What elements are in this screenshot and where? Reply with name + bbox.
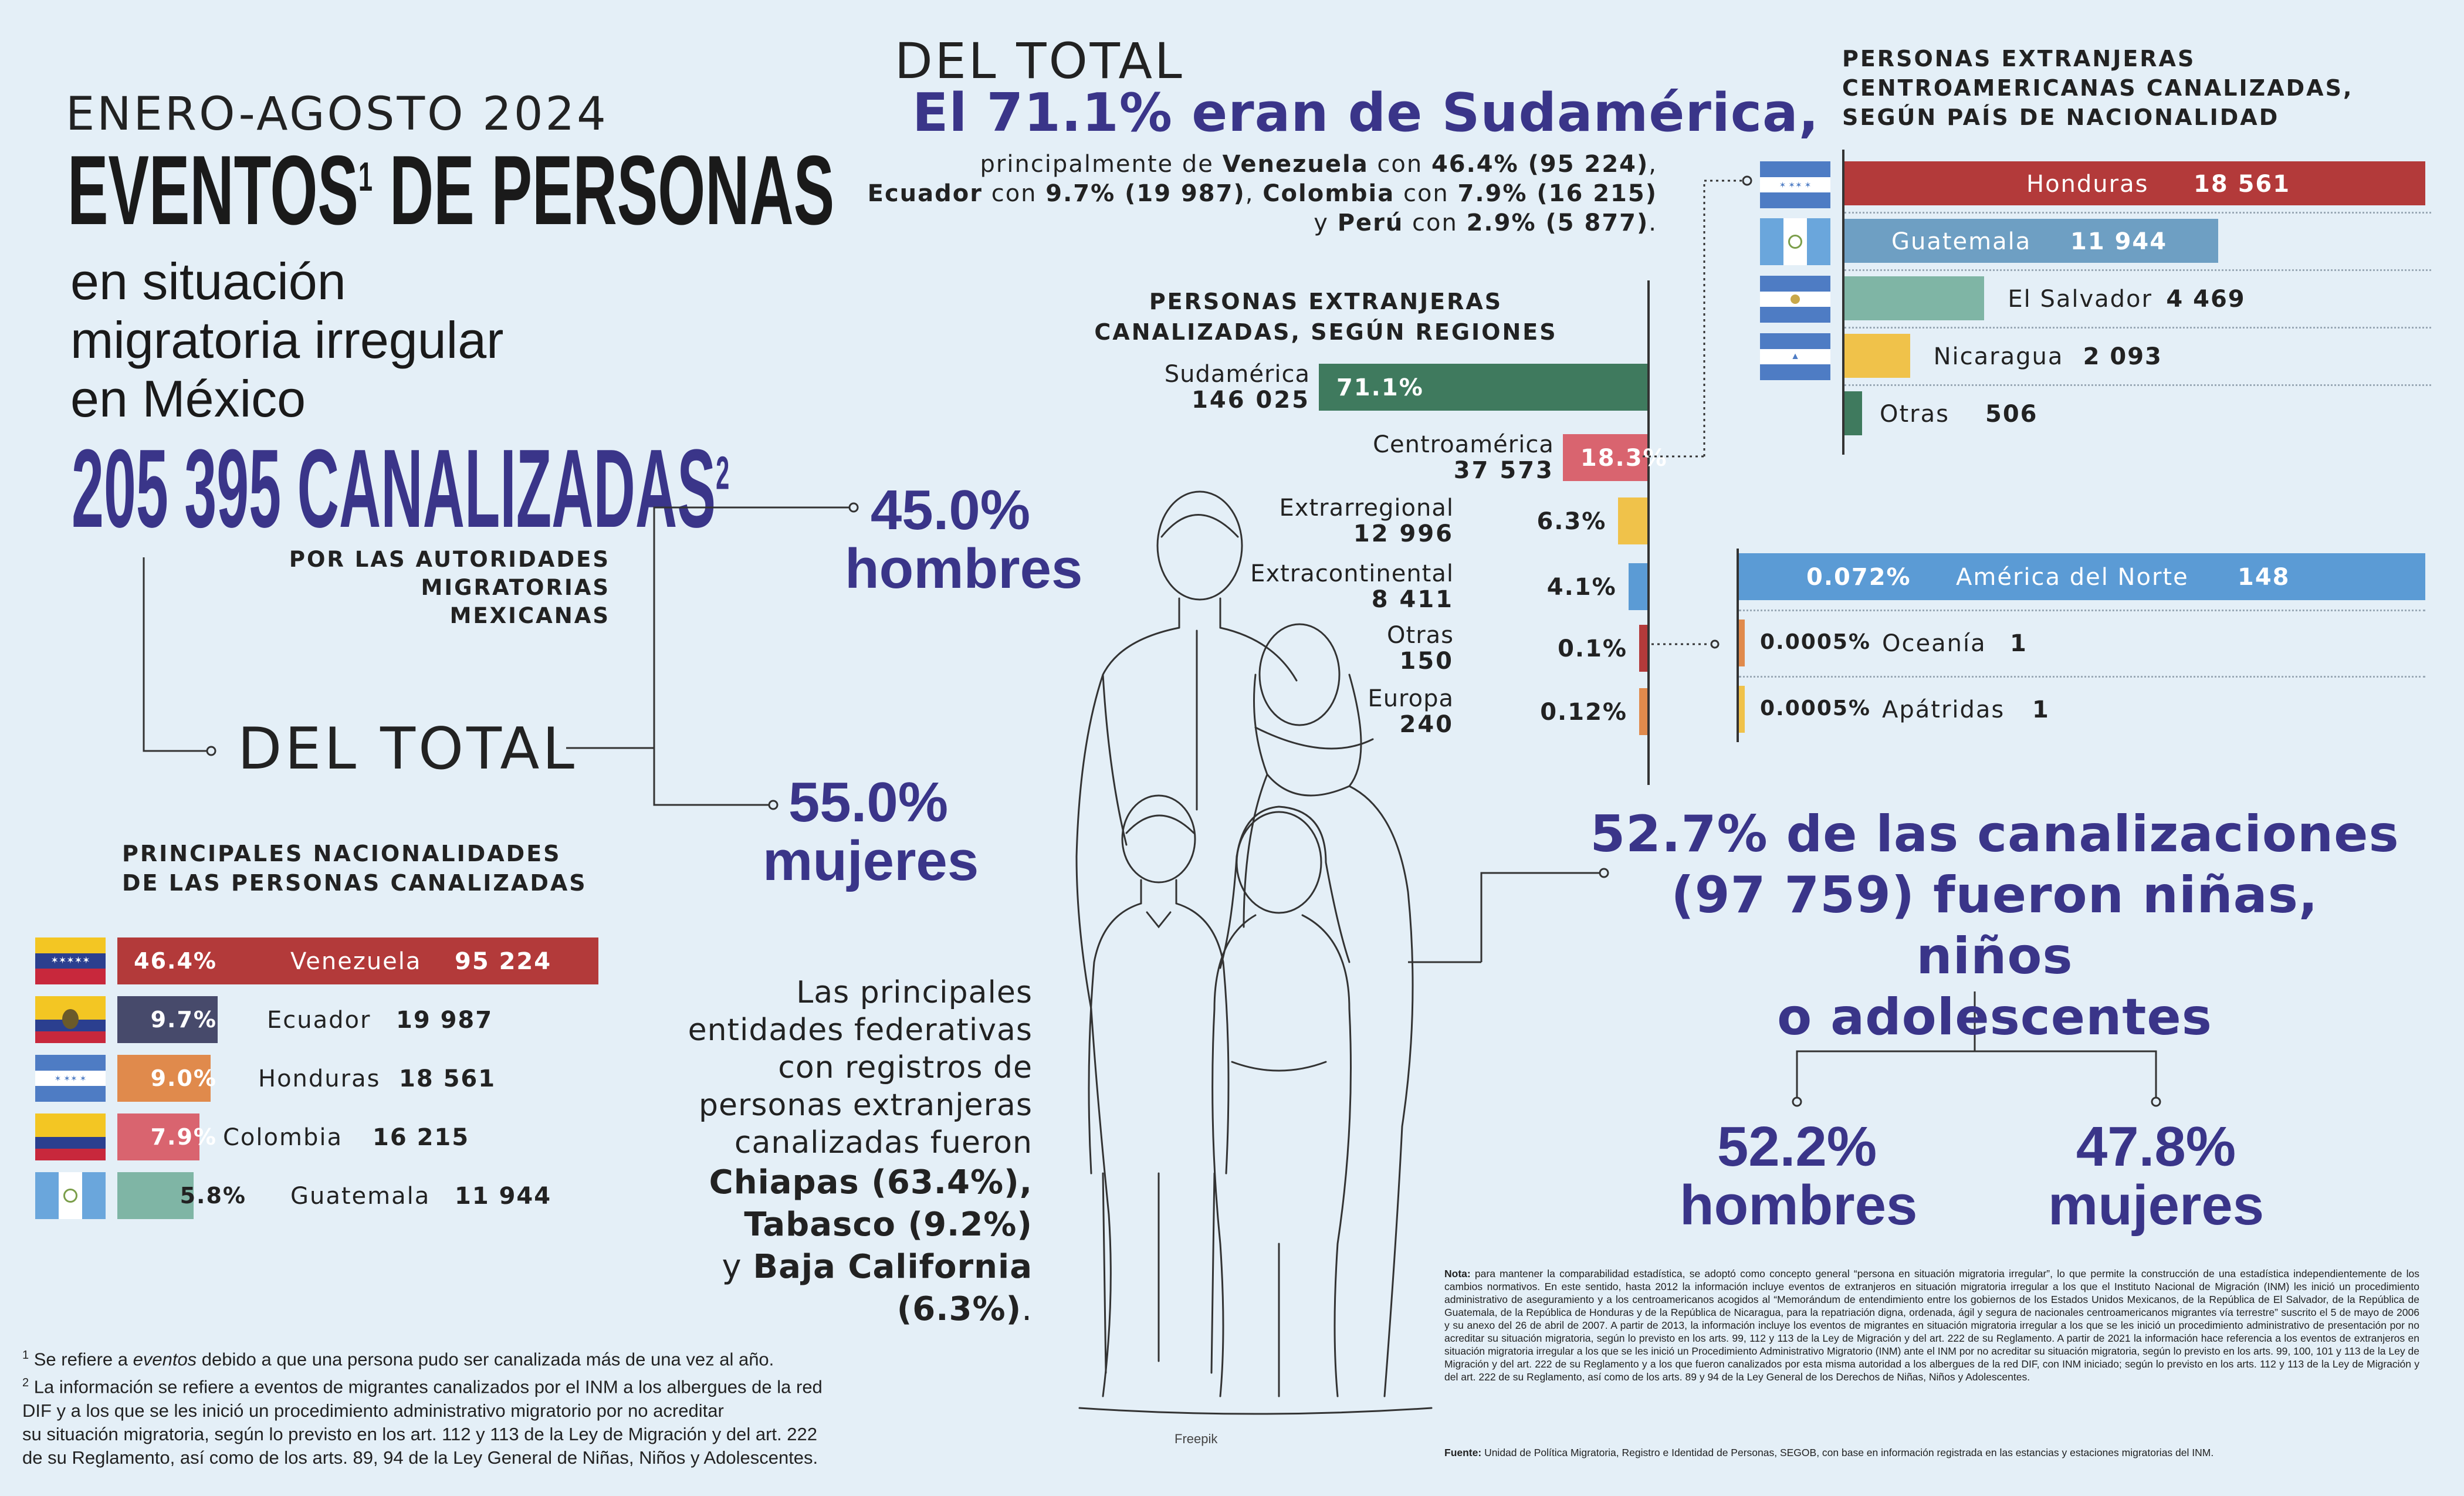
ca-gridline bbox=[1844, 327, 2431, 329]
detail-text: con bbox=[982, 180, 1046, 207]
states-line-4: personas extranjeras bbox=[699, 1088, 1033, 1123]
authority-line-1: POR LAS AUTORIDADES bbox=[289, 547, 610, 572]
other-pct: 0.0005% bbox=[1760, 630, 1871, 654]
ecuador-label: Ecuador bbox=[867, 180, 983, 207]
other-name: Oceanía bbox=[1882, 630, 1986, 657]
region-value: 12 996 bbox=[1353, 520, 1454, 547]
ca-name: Otras bbox=[1880, 401, 1949, 428]
detail-line-3 bbox=[763, 208, 1657, 238]
region-value: 150 bbox=[1399, 648, 1454, 675]
south-america-headline: El 71.1% eran de Sudamérica, bbox=[912, 82, 1819, 144]
regions-title-1: PERSONAS EXTRANJERAS bbox=[1149, 289, 1503, 314]
region-name: Extrarregional bbox=[1279, 495, 1454, 522]
region-name: Centroamérica bbox=[1373, 431, 1554, 458]
other-pct: 0.0005% bbox=[1760, 696, 1871, 720]
region-pct: 0.1% bbox=[1558, 635, 1627, 662]
other-name: Apátridas bbox=[1882, 696, 2005, 723]
region-label bbox=[1249, 432, 1554, 483]
minors-men-label: hombres bbox=[1680, 1174, 1918, 1237]
nationality-name: Guatemala bbox=[290, 1183, 431, 1210]
venezuela-label: Venezuela bbox=[1222, 151, 1369, 178]
guatemala-flag-icon bbox=[35, 1172, 106, 1219]
colombia-value: 7.9% (16 215) bbox=[1457, 180, 1657, 207]
ca-gridline bbox=[1844, 384, 2431, 386]
region-value: 37 573 bbox=[1453, 457, 1554, 484]
regions-title bbox=[1085, 286, 1566, 347]
nationalities-title bbox=[122, 839, 587, 898]
states-baja-california: Baja California (6.3%) bbox=[753, 1248, 1033, 1328]
ca-bar bbox=[1844, 276, 1984, 320]
detail-line-1 bbox=[763, 150, 1657, 179]
del-total-label: DEL TOTAL bbox=[238, 716, 578, 783]
region-pct: 71.1% bbox=[1336, 374, 1424, 401]
footnote-2-number: 2 bbox=[22, 1376, 29, 1390]
ca-value: 2 093 bbox=[2083, 343, 2162, 370]
ca-name: Guatemala bbox=[1891, 228, 2032, 255]
region-bar bbox=[1629, 563, 1647, 610]
region-pct: 6.3% bbox=[1536, 508, 1607, 535]
ca-title-1: PERSONAS EXTRANJERAS bbox=[1842, 46, 2196, 72]
source-note bbox=[1444, 1446, 2419, 1459]
nationality-name: Colombia bbox=[223, 1124, 343, 1151]
footnote-2-line-1: La información se refiere a eventos de migrantes canalizados por el INM a los albergues de la red bbox=[29, 1376, 823, 1397]
other-gridline bbox=[1739, 676, 2425, 678]
region-pct: 4.1% bbox=[1546, 574, 1617, 601]
region-bar bbox=[1618, 497, 1647, 544]
methodology-note bbox=[1444, 1267, 2419, 1383]
ca-connector bbox=[1643, 164, 1772, 469]
states-line-1: Las principales bbox=[796, 975, 1033, 1010]
colombia-flag-icon bbox=[35, 1113, 106, 1160]
other-value: 1 bbox=[2032, 696, 2050, 723]
ca-value: 18 561 bbox=[2194, 171, 2291, 198]
ecuador-value: 9.7% (19 987) bbox=[1045, 180, 1245, 207]
authority-line-2: MIGRATORIAS MEXICANAS bbox=[421, 575, 610, 628]
central-america-title bbox=[1842, 44, 2353, 132]
nationality-pct: 9.7% bbox=[150, 1007, 217, 1033]
footnote-1-text: debido a que una persona pudo ser canalizada más de una vez al año. bbox=[197, 1349, 774, 1370]
region-name: Europa bbox=[1368, 685, 1454, 712]
ca-name: Honduras bbox=[2026, 171, 2149, 198]
ca-title-2: CENTROAMERICANAS CANALIZADAS, bbox=[1842, 75, 2354, 101]
peru-value: 2.9% (5 877) bbox=[1466, 209, 1649, 236]
ca-bar bbox=[1844, 391, 1862, 435]
detail-text: con bbox=[1368, 151, 1431, 178]
detail-line-2 bbox=[763, 179, 1657, 208]
footnote-2-line-2: DIF y a los que se les inició un procedimiento administrativo migratorio por no acreditar bbox=[22, 1400, 724, 1421]
states-line-5: canalizadas fueron bbox=[734, 1125, 1033, 1160]
other-name: América del Norte bbox=[1956, 564, 2189, 591]
nationality-value: 11 944 bbox=[455, 1183, 552, 1210]
venezuela-value: 46.4% (95 224) bbox=[1431, 151, 1649, 178]
honduras-flag-icon: ✶ ✶✶ ✶ bbox=[35, 1055, 106, 1102]
footnote-ref-2: 2 bbox=[716, 446, 730, 499]
footnote-1-number: 1 bbox=[22, 1349, 29, 1362]
nationality-value: 95 224 bbox=[455, 948, 552, 975]
region-name: Otras bbox=[1387, 622, 1454, 649]
men-label: hombres bbox=[845, 537, 1083, 600]
minors-line-2: (97 759) fueron niñas, niños bbox=[1671, 866, 2319, 986]
region-bar bbox=[1639, 625, 1647, 672]
subtitle-line-3: en México bbox=[70, 370, 306, 428]
ca-gridline bbox=[1844, 269, 2431, 271]
other-gridline bbox=[1739, 610, 2425, 611]
women-share bbox=[763, 771, 979, 892]
source-text: Unidad de Política Migratoria, Registro e Identidad de Personas, SEGOB, con base en información registrada en las estancias y estaciones migratorias del INM. bbox=[1481, 1447, 2214, 1458]
other-value: 148 bbox=[2238, 564, 2290, 591]
footnotes bbox=[22, 1343, 937, 1470]
nationality-pct: 9.0% bbox=[150, 1065, 217, 1091]
honduras-flag-icon: ✶ ✶✶ ✶ bbox=[1760, 161, 1830, 208]
south-america-details bbox=[763, 150, 1657, 238]
minors-women-pct: 47.8% bbox=[2076, 1115, 2236, 1178]
other-connector bbox=[1651, 639, 1745, 651]
region-pct: 18.3% bbox=[1580, 445, 1668, 472]
detail-text: . bbox=[1649, 209, 1657, 236]
other-value: 1 bbox=[2010, 630, 2028, 657]
region-bar bbox=[1639, 688, 1647, 735]
peru-label: Perú bbox=[1337, 209, 1404, 236]
detail-text: , bbox=[1245, 180, 1263, 207]
minors-men bbox=[1680, 1115, 1918, 1237]
title-persons: DE PERSONAS bbox=[373, 135, 835, 245]
footnote-1 bbox=[22, 1343, 937, 1371]
detail-text: , bbox=[1649, 151, 1657, 178]
ca-value: 4 469 bbox=[2166, 286, 2246, 313]
minors-headline bbox=[1584, 804, 2405, 1048]
minors-men-pct: 52.2% bbox=[1717, 1115, 1877, 1178]
note-text: para mantener la comparabilidad estadística, se adoptó como concepto general “persona en situación migratoria irregular”, lo que permite la construcción de una estadística independientemente de los cambios normativos. En este sentido, hasta 2012 la información incluye eventos de extranjeros en situación migratoria irregular a los que el Instituto Nacional de Migración (INM) les inició un procedimiento administrativo de aseguramiento y a los centroamericanos acogidos al “Memorándum de entendimiento entre los gobiernos de los Estados Unidos Mexicanos, de la República de El Salvador, de la República de Guatemala, de la República de Honduras y de la República de Nicaragua, para la repatriación digna, ordenada, ágil y segura de nacionales centroamericanos migrantes vía terrestre” suscrito el 5 de mayo de 2006 y su anexo del 26 de abril de 2007. A partir de 2013, la información incluye los eventos de migrantes en situación migratoria irregular a los que se les inició un procedimiento administrativo de presentación por no acreditar su situación migratoria, según lo previsto en los arts. 99, 112 y 113 de la Ley de Migración y del art. 222 de su Reglamento. A partir de 2021 la información hace referencia a los eventos de extranjeros en situación migratoria irregular a los que se les inició un Procedimiento Administrativo Migratorio (INM) ante el INM por no acreditar su situación migratoria, según lo previsto en los arts. 99, 100, 101 y 113 de la Ley de Migración y del art. 222 de su Reglamento y a los que fueron canalizados por esta misma autoridad a los albergues de la red DIF, con INM iniciado; según lo previsto en los arts. 112 y 113 de la Ley de Migración y del art. 222 de su Reglamento, así como de los arts. 89 y 94 de la Ley General de los Derechos de Niñas, Niños y Adolescentes. bbox=[1444, 1268, 2419, 1383]
footnote-ref-1: 1 bbox=[358, 154, 373, 199]
source-label: Fuente: bbox=[1444, 1447, 1482, 1458]
ca-title-3: SEGÚN PAÍS DE NACIONALIDAD bbox=[1842, 104, 2280, 130]
ca-value: 506 bbox=[1985, 401, 2038, 428]
states-line-6: Chiapas (63.4%), bbox=[709, 1163, 1033, 1201]
nationalities-title-1: PRINCIPALES NACIONALIDADES bbox=[122, 841, 561, 867]
minors-women-label: mujeres bbox=[2047, 1174, 2265, 1237]
regions-title-2: CANALIZADAS, SEGÚN REGIONES bbox=[1094, 319, 1558, 345]
total-value: 205 395 CANALIZADAS bbox=[72, 427, 716, 551]
region-name: Sudamérica bbox=[1164, 361, 1310, 388]
women-pct: 55.0% bbox=[788, 771, 949, 834]
ca-value: 11 944 bbox=[2070, 228, 2168, 255]
image-credit: Freepik bbox=[1175, 1431, 1218, 1446]
region-value: 8 411 bbox=[1371, 586, 1454, 613]
footnote-1-text: Se refiere a bbox=[29, 1349, 133, 1370]
nationality-value: 19 987 bbox=[396, 1007, 493, 1034]
subtitle-line-1: en situación bbox=[70, 252, 346, 310]
states-line-7: Tabasco (9.2%) bbox=[744, 1206, 1033, 1244]
nationality-pct: 46.4% bbox=[134, 948, 217, 974]
nationality-pct: 5.8% bbox=[180, 1183, 246, 1209]
nationality-pct: 7.9% bbox=[150, 1124, 217, 1150]
nationality-name: Ecuador bbox=[267, 1007, 371, 1034]
family-illustration bbox=[1021, 481, 1514, 1455]
states-line-2: entidades federativas bbox=[688, 1013, 1033, 1048]
detail-text: y bbox=[1314, 209, 1338, 236]
other-bar bbox=[1739, 686, 1745, 733]
region-label bbox=[1005, 361, 1310, 413]
ca-bar bbox=[1844, 334, 1910, 378]
states-line-3: con registros de bbox=[778, 1050, 1033, 1085]
minors-line-1: 52.7% de las canalizaciones bbox=[1590, 805, 2399, 864]
states-text-y: y bbox=[722, 1248, 753, 1286]
nationalities-title-2: DE LAS PERSONAS CANALIZADAS bbox=[122, 870, 587, 896]
nationality-name: Venezuela bbox=[290, 948, 422, 975]
detail-text: con bbox=[1403, 209, 1467, 236]
states-text bbox=[616, 974, 1033, 1331]
ca-name: El Salvador bbox=[2008, 286, 2152, 313]
footnote-2 bbox=[22, 1371, 937, 1399]
detail-text: principalmente de bbox=[980, 151, 1223, 178]
ca-name: Nicaragua bbox=[1933, 343, 2064, 370]
states-text-period: . bbox=[1021, 1290, 1033, 1328]
minors-women bbox=[2039, 1115, 2273, 1237]
region-value: 146 025 bbox=[1192, 387, 1310, 414]
venezuela-flag-icon: ✶✶✶✶✶ bbox=[35, 937, 106, 984]
period-label: ENERO-AGOSTO 2024 bbox=[66, 88, 608, 141]
states-line-8 bbox=[616, 1246, 1033, 1331]
men-pct: 45.0% bbox=[870, 479, 1031, 541]
ecuador-flag-icon bbox=[35, 996, 106, 1043]
ca-gridline bbox=[1844, 212, 2431, 214]
footnote-2-line-4: de su Reglamento, así como de los arts. 89, 94 de la Ley General de Niñas, Niños y Adolescentes. bbox=[22, 1447, 818, 1468]
footnote-1-italic: eventos bbox=[133, 1349, 197, 1370]
subtitle-line-2: migratoria irregular bbox=[70, 311, 504, 369]
note-label: Nota: bbox=[1444, 1268, 1471, 1280]
gender-connector bbox=[0, 0, 880, 821]
other-bar bbox=[1739, 620, 1745, 666]
minors-line-3: o adolescentes bbox=[1777, 988, 2212, 1047]
nationality-value: 16 215 bbox=[373, 1124, 470, 1151]
nationality-name: Honduras bbox=[258, 1065, 381, 1092]
nationality-value: 18 561 bbox=[399, 1065, 496, 1092]
region-pct: 0.12% bbox=[1540, 699, 1627, 726]
region-name: Extracontinental bbox=[1250, 560, 1454, 587]
colombia-label: Colombia bbox=[1263, 180, 1395, 207]
del-total-top: DEL TOTAL bbox=[895, 32, 1184, 90]
nicaragua-flag-icon: ▲ bbox=[1760, 333, 1830, 380]
footnote-2-line-3: su situación migratoria, según lo previsto en los art. 112 y 113 de la Ley de Migración y del art. 222 bbox=[22, 1423, 817, 1444]
women-label: mujeres bbox=[763, 830, 979, 892]
title-events: EVENTOS bbox=[67, 135, 358, 245]
detail-text: con bbox=[1395, 180, 1458, 207]
other-pct: 0.072% bbox=[1806, 564, 1911, 591]
region-value: 240 bbox=[1399, 711, 1454, 738]
